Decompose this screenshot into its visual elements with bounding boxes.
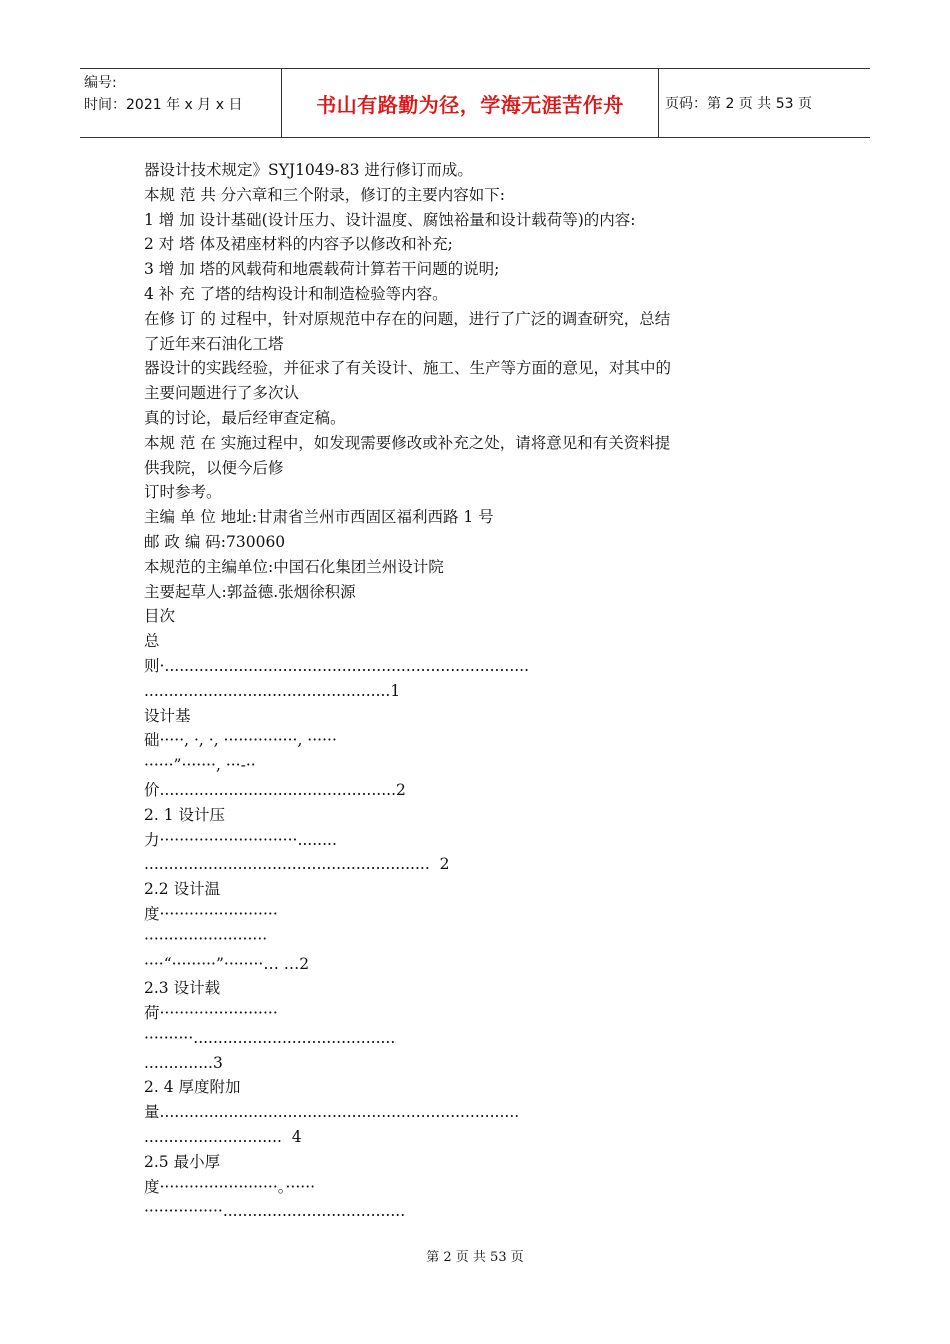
document-body: [144, 158, 816, 1224]
toc-line: ............................ 4: [144, 1128, 302, 1147]
serial-number-label: 编号:: [84, 75, 117, 91]
text-line: 本规范的主编单位:中国石化集团兰州设计院: [144, 557, 444, 576]
text-line: 器设计的实践经验，并征求了有关设计、施工、生产等方面的意见，对其中的: [144, 359, 672, 378]
toc-line: ··········.........................................: [144, 1028, 396, 1047]
toc-line: 度························: [144, 904, 278, 923]
toc-line: ..................................................1: [144, 681, 401, 700]
text-line: 真的讨论，最后经审查定稿。: [144, 408, 346, 427]
text-line: 供我院，以便今后修: [144, 458, 284, 477]
toc-line: ..............3: [144, 1053, 223, 1072]
toc-line: 力····························........: [144, 830, 337, 849]
toc-line: ·························: [144, 929, 268, 948]
toc-line: .......................................................... 2: [144, 855, 450, 874]
toc-line: 量.........................................................................: [144, 1103, 520, 1122]
text-line: 3 增 加 塔的风载荷和地震载荷计算若干问题的说明;: [144, 260, 500, 279]
toc-line: 荷························: [144, 1004, 278, 1023]
toc-line: 设计基: [144, 706, 191, 725]
page-header: [80, 68, 870, 138]
page-footer: 第 2 页 共 53 页: [426, 1250, 524, 1265]
toc-title: 目次: [144, 607, 176, 626]
header-meta: [80, 69, 282, 137]
toc-line: 价................................................2: [144, 780, 406, 799]
header-motto: 书山有路勤为径，学海无涯苦作舟: [282, 69, 659, 137]
text-line: 1 增 加 设计基础(设计压力、设计温度、腐蚀裕量和设计载荷等)的内容:: [144, 210, 636, 229]
toc-line: ················.....................................: [144, 1202, 406, 1221]
toc-line: ····“·········”········… …2: [144, 954, 310, 973]
text-line: 邮 政 编 码:730060: [144, 532, 286, 551]
text-line: 在修 订 的 过程中，针对原规范中存在的问题，进行了广泛的调查研究，总结: [144, 309, 671, 328]
toc-line: ······”·······, ···-··: [144, 756, 256, 775]
text-line: 主要问题进行了多次认: [144, 384, 300, 403]
text-line: 2 对 塔 体及裙座材料的内容予以修改和补充;: [144, 235, 453, 254]
toc-line: 础·····, ·, ·, ···············, ······: [144, 731, 337, 750]
toc-line: 2. 1 设计压: [144, 805, 226, 824]
toc-line: 2. 4 厚度附加: [144, 1078, 241, 1097]
toc-line: 2.3 设计载: [144, 979, 221, 998]
header-page-info: 页码：第 2 页 共 53 页: [665, 96, 812, 112]
text-line: 主编 单 位 地址:甘肃省兰州市西固区福利西路 1 号: [144, 508, 494, 527]
toc-line: 2.5 最小厚: [144, 1152, 221, 1171]
toc-line: 则·..........................................................................: [144, 656, 530, 675]
text-line: 本规 范 在 实施过程中，如发现需要修改或补充之处，请将意见和有关资料提: [144, 433, 671, 452]
date-label: 时间：2021 年 x 月 x 日: [84, 97, 243, 113]
toc-line: 2.2 设计温: [144, 880, 221, 899]
toc-line: 度························。······: [144, 1177, 316, 1196]
text-line: 本规 范 共 分六章和三个附录，修订的主要内容如下:: [144, 185, 506, 204]
text-line: 器设计技术规定》SYJ1049-83 进行修订而成。: [144, 161, 473, 179]
text-line: 了近年来石油化工塔: [144, 334, 284, 353]
text-line: 4 补 充 了塔的结构设计和制造检验等内容。: [144, 284, 448, 303]
toc-line: 总: [144, 632, 160, 651]
text-line: 订时参考。: [144, 483, 222, 502]
text-line: 主要起草人:郭益德.张烟徐积源: [144, 582, 356, 601]
